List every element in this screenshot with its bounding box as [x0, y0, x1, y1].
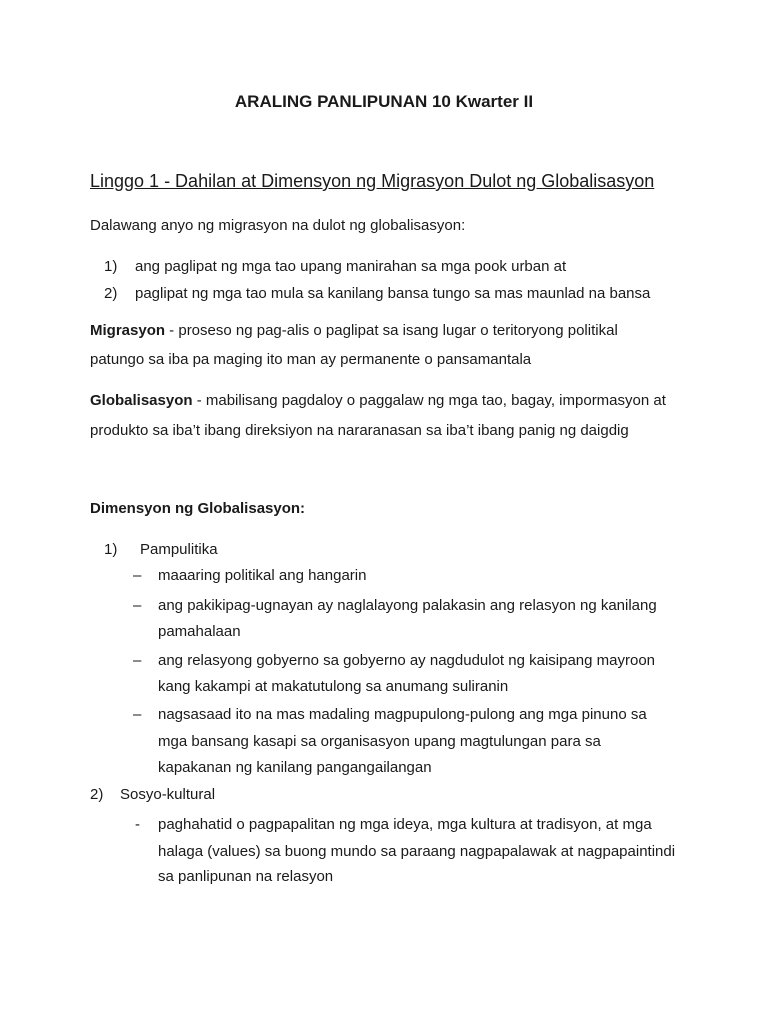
list-item: ang paglipat ng mga tao upang manirahan sa mga pook urban at	[135, 258, 567, 275]
bullet-marker: –	[133, 567, 142, 584]
week-heading: Linggo 1 - Dahilan at Dimensyon ng Migrasyon Dulot ng Globalisasyon	[90, 171, 655, 191]
bullet-marker: –	[133, 652, 142, 669]
bullet-marker: –	[133, 706, 142, 723]
bullet-text-continued: kapakanan ng kanilang pangangailangan	[158, 759, 432, 776]
definition-text: - proseso ng pag-alis o paglipat sa isang lugar o teritoryong politikal	[165, 322, 618, 339]
bullet-text: paghahatid o pagpapalitan ng mga ideya, mga kultura at tradisyon, at mga	[158, 816, 652, 833]
definition-text-continued: patungo sa iba pa maging ito man ay permanente o pansamantala	[90, 351, 532, 368]
definition-globalisasyon	[90, 392, 666, 409]
bullet-text: ang relasyong gobyerno sa gobyerno ay nagdudulot ng kaisipang mayroon	[158, 652, 656, 669]
definition-text: - mabilisang pagdaloy o paggalaw ng mga tao, bagay, impormasyon at	[192, 392, 666, 409]
list-item: paglipat ng mga tao mula sa kanilang bansa tungo sa mas maunlad na bansa	[135, 285, 651, 302]
bullet-text-continued: kang kakampi at makatutulong sa anumang suliranin	[158, 678, 509, 695]
intro-text: Dalawang anyo ng migrasyon na dulot ng globalisasyon:	[90, 217, 466, 234]
definition-term: Globalisasyon	[90, 392, 193, 409]
bullet-text: maaaring politikal ang hangarin	[158, 567, 367, 584]
list-marker: 2)	[90, 786, 104, 803]
dimensions-heading: Dimensyon ng Globalisasyon:	[90, 500, 306, 517]
document-title: ARALING PANLIPUNAN 10 Kwarter II	[234, 92, 534, 111]
bullet-text-continued: sa panlipunan na relasyon	[158, 868, 334, 885]
list-marker: 1)	[104, 258, 118, 275]
bullet-text-continued: pamahalaan	[158, 623, 241, 640]
bullet-text-continued: mga bansang kasapi sa organisasyon upang magtulungan para sa	[158, 733, 601, 750]
definition-migrasyon	[90, 322, 618, 339]
bullet-text: nagsasaad ito na mas madaling magpupulong-pulong ang mga pinuno sa	[158, 706, 647, 723]
list-marker: 2)	[104, 285, 118, 302]
bullet-text-continued: halaga (values) sa buong mundo sa paraang nagpapalawak at nagpapaintindi	[158, 843, 676, 860]
definition-term: Migrasyon	[90, 322, 166, 339]
bullet-marker: -	[135, 816, 140, 833]
dimension-name: Sosyo-kultural	[120, 786, 216, 803]
dimension-name: Pampulitika	[140, 541, 218, 558]
list-marker: 1)	[104, 541, 118, 558]
definition-text-continued: produkto sa iba’t ibang direksiyon na nararanasan sa iba’t ibang panig ng daigdig	[90, 422, 629, 439]
bullet-marker: –	[133, 597, 142, 614]
bullet-text: ang pakikipag-ugnayan ay naglalayong palakasin ang relasyon ng kanilang	[158, 597, 657, 614]
